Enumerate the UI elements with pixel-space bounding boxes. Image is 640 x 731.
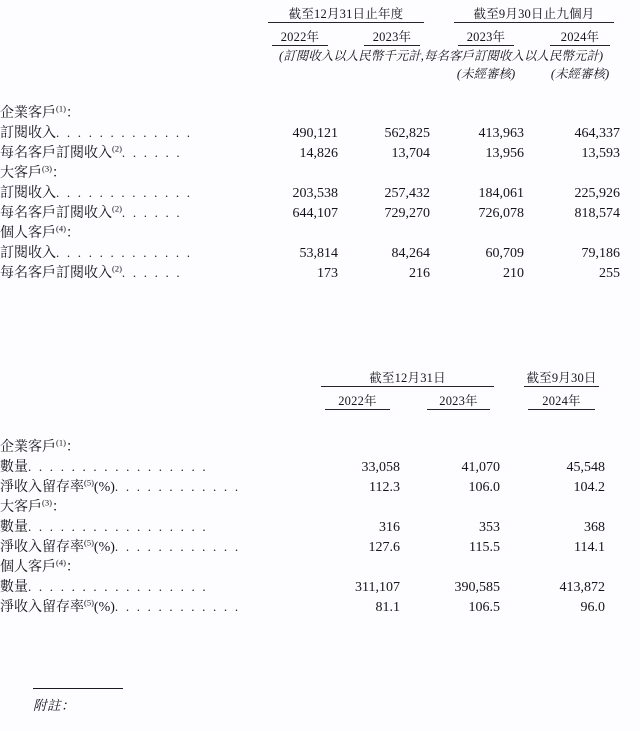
section-header-row-individual (0, 556, 640, 576)
cell-value: 726,078 (478, 206, 524, 221)
row-right-margin (605, 536, 640, 556)
dot-leader: . . . . . . . . . . . . (114, 539, 241, 554)
cell-value: 464,337 (574, 126, 621, 141)
section-title-enterprise (0, 82, 640, 122)
table-two-year-header-row (0, 391, 640, 409)
unit-note-right (620, 46, 640, 64)
year-header-2023-interim: 2023年 (466, 30, 506, 44)
row-label-net-revenue-retention (0, 596, 315, 616)
cell-value: 106.0 (468, 480, 501, 495)
revenue-metrics-table (0, 4, 640, 282)
header-gap (430, 4, 448, 22)
row-label-text: 每名客戶訂閱收入 (0, 146, 112, 161)
row-label-superscript: (2) (112, 263, 122, 274)
section-title-individual (0, 556, 640, 576)
table-row (0, 202, 640, 222)
year-header-2024: 2024年 (560, 30, 600, 44)
unaudited-blank-2 (354, 64, 430, 82)
table-row (0, 576, 640, 596)
year-row-label-cell (0, 391, 315, 409)
dot-leader: . . . . . . . . . . . . . . . . . (28, 459, 208, 474)
dot-leader: . . . . . . . . . . . . . . . . . (28, 519, 208, 534)
cell-value: 203,538 (292, 186, 338, 201)
year-gap-1 (338, 27, 354, 45)
row-right-margin (605, 456, 640, 476)
col-gap (338, 202, 354, 222)
dot-leader: . . . . . . . . . . . . . . . . . (28, 579, 208, 594)
table-two-group-header-row (0, 368, 640, 386)
cell-value: 13,704 (391, 146, 430, 161)
cell-value: 353 (479, 520, 501, 535)
unaudited-label-2023: (未經審核) (456, 67, 516, 81)
row-right-margin (605, 596, 640, 616)
cell-value: 33,058 (361, 460, 400, 475)
cell-value: 41,070 (461, 460, 501, 475)
dot-leader: . . . . . . . . . . . . . (56, 245, 193, 260)
cell-value: 53,814 (299, 246, 338, 261)
row-label-count (0, 456, 315, 476)
table-row (0, 142, 640, 162)
section-title-colon: ： (65, 106, 80, 121)
table-one-group-header-row (0, 4, 640, 22)
row-label-revenue-per-customer (0, 142, 262, 162)
cell-value: 316 (379, 520, 400, 535)
row-label-revenue-per-customer (0, 262, 262, 282)
table-row (0, 456, 640, 476)
row-right-margin (620, 262, 640, 282)
cell-value: 173 (317, 266, 338, 281)
unit-note-spacer (0, 46, 262, 64)
cell-value: 818,574 (574, 206, 621, 221)
table-row (0, 516, 640, 536)
empty-corner-cell (0, 4, 262, 22)
section-title-text: 企業客戶 (0, 440, 56, 455)
row-label-text: 每名客戶訂閱收入 (0, 206, 112, 221)
col-gap (338, 122, 354, 142)
section-header-row-key-accounts (0, 162, 640, 182)
cell-value: 216 (409, 266, 430, 281)
col-gap (500, 476, 518, 496)
col-gap (500, 576, 518, 596)
row-label-net-revenue-retention (0, 476, 315, 496)
row-label-text: 訂閱收入 (0, 246, 56, 261)
dot-leader: . . . . . . . . . . . . . (56, 125, 193, 140)
section-title-individual (0, 222, 640, 242)
table-one-unit-note-row (0, 46, 640, 64)
dot-leader: . . . . . . . . . . . . . (56, 185, 193, 200)
row-right-margin (605, 576, 640, 596)
row-label-revenue-per-customer (0, 202, 262, 222)
table-one-unaudited-row (0, 64, 640, 82)
row-label-text: 數量 (0, 460, 28, 475)
year-row-label-cell (0, 27, 262, 45)
row-label-superscript: (5) (84, 477, 94, 488)
row-label-superscript: (2) (112, 143, 122, 154)
section-title-key-accounts (0, 496, 640, 516)
col-gap (430, 142, 448, 162)
section-header-row-enterprise (0, 410, 640, 456)
table-row (0, 476, 640, 496)
cell-value: 106.5 (468, 600, 501, 615)
row-label-suffix: (%) (93, 600, 115, 615)
section-title-text: 企業客戶 (0, 106, 56, 121)
row-label-superscript: (2) (112, 203, 122, 214)
col-gap (430, 122, 448, 142)
cell-value: 729,270 (384, 206, 430, 221)
section-title-text: 大客戶 (0, 500, 42, 515)
cell-value: 79,186 (581, 246, 621, 261)
col-gap (430, 262, 448, 282)
section-title-superscript: (3) (42, 163, 52, 174)
row-label-net-revenue-retention (0, 536, 315, 556)
year-gap-3 (524, 27, 540, 45)
col-gap (524, 142, 540, 162)
cell-value: 127.6 (368, 540, 400, 555)
col-gap (400, 516, 417, 536)
row-right-margin (620, 182, 640, 202)
year-header-2023-annual: 2023年 (372, 30, 412, 44)
row-label-text: 數量 (0, 580, 28, 595)
col-gap (500, 536, 518, 556)
cell-value: 225,926 (574, 186, 621, 201)
col-gap (338, 142, 354, 162)
cell-value: 13,956 (485, 146, 524, 161)
section-title-superscript: (4) (56, 223, 66, 234)
cell-value: 84,264 (391, 246, 430, 261)
dot-leader: . . . . . . (121, 205, 182, 220)
section-title-colon: ： (65, 440, 80, 455)
col-gap (524, 122, 540, 142)
dot-leader: . . . . . . (121, 145, 182, 160)
cell-value: 255 (599, 266, 621, 281)
section-title-key-accounts (0, 162, 640, 182)
section-title-text: 個人客戶 (0, 560, 56, 575)
table-row (0, 242, 640, 262)
right-margin-cell (620, 4, 640, 22)
year-row-right-cell (620, 27, 640, 45)
cell-value: 413,963 (478, 126, 524, 141)
cell-value: 644,107 (292, 206, 338, 221)
unaudited-label-2024: (未經審核) (550, 67, 610, 81)
row-right-margin (620, 242, 640, 262)
dot-leader: . . . . . . . . . . . . (114, 479, 241, 494)
table-one-year-header-row (0, 27, 640, 45)
col-gap (524, 182, 540, 202)
section-title-superscript: (3) (42, 497, 52, 508)
row-right-margin (605, 476, 640, 496)
section-title-superscript: (1) (56, 103, 66, 114)
unaudited-blank-gap1 (338, 64, 354, 82)
row-label-text: 數量 (0, 520, 28, 535)
row-label-count (0, 576, 315, 596)
col-gap (524, 202, 540, 222)
table-row (0, 262, 640, 282)
section-title-enterprise (0, 410, 640, 456)
cell-value: 257,432 (384, 186, 430, 201)
cell-value: 115.5 (469, 540, 501, 555)
row-right-margin (620, 142, 640, 162)
empty-corner-cell (0, 368, 315, 386)
col-gap (430, 242, 448, 262)
year-header-2022: 2022年 (338, 394, 377, 408)
section-header-row-individual (0, 222, 640, 242)
year-gap-1 (400, 391, 417, 409)
year-gap-2 (430, 27, 448, 45)
row-right-margin (605, 516, 640, 536)
table-row (0, 182, 640, 202)
section-title-colon: ： (51, 500, 66, 515)
footnote-section (33, 688, 333, 714)
year-gap-2 (500, 391, 518, 409)
section-title-text: 大客戶 (0, 166, 42, 181)
year-header-2024: 2024年 (542, 394, 581, 408)
cell-value: 13,593 (581, 146, 621, 161)
year-row-right-cell (605, 391, 640, 409)
row-label-subscription-revenue (0, 242, 262, 262)
section-title-colon: ： (65, 560, 80, 575)
row-label-text: 每名客戶訂閱收入 (0, 266, 112, 281)
cell-value: 184,061 (478, 186, 524, 201)
row-label-text: 淨收入留存率 (0, 600, 84, 615)
group-header-nine-months: 截至9月30日止九個月 (473, 7, 595, 21)
cell-value: 60,709 (485, 246, 524, 261)
unaudited-blank-gap3 (524, 64, 540, 82)
col-gap (338, 262, 354, 282)
row-right-margin (620, 122, 640, 142)
row-label-suffix: (%) (93, 540, 115, 555)
customer-count-table (0, 368, 640, 616)
dot-leader: . . . . . . . . . . . . (114, 599, 241, 614)
col-gap (524, 242, 540, 262)
cell-value: 81.1 (375, 600, 400, 615)
table-row (0, 122, 640, 142)
row-label-subscription-revenue (0, 182, 262, 202)
header-gap (500, 368, 518, 386)
customer-count-table-container (0, 368, 640, 616)
table-row (0, 596, 640, 616)
cell-value: 45,548 (566, 460, 606, 475)
row-label-superscript: (5) (84, 537, 94, 548)
col-gap (500, 516, 518, 536)
col-gap (400, 476, 417, 496)
row-label-suffix: (%) (93, 480, 115, 495)
row-right-margin (620, 202, 640, 222)
cell-value: 14,826 (299, 146, 338, 161)
row-label-text: 訂閱收入 (0, 126, 56, 141)
col-gap (400, 576, 417, 596)
cell-value: 368 (584, 520, 606, 535)
right-margin-cell (605, 368, 640, 386)
cell-value: 562,825 (384, 126, 430, 141)
cell-value: 311,107 (355, 580, 400, 595)
row-label-text: 淨收入留存率 (0, 480, 84, 495)
section-header-row-key-accounts (0, 496, 640, 516)
section-title-superscript: (1) (56, 437, 66, 448)
unit-note-text: (訂閱收入以人民幣千元計,每名客戶訂閱收入以人民幣元計) (279, 49, 603, 63)
col-gap (500, 596, 518, 616)
unaudited-right (620, 64, 640, 82)
year-header-2023: 2023年 (439, 394, 478, 408)
group-header-annual: 截至12月31日止年度 (288, 7, 404, 21)
section-title-colon: ： (65, 226, 80, 241)
unaudited-blank-1 (262, 64, 338, 82)
col-gap (338, 242, 354, 262)
cell-value: 104.2 (573, 480, 606, 495)
cell-value: 96.0 (580, 600, 606, 615)
col-gap (500, 456, 518, 476)
col-gap (338, 182, 354, 202)
group-header-as-of-dec31: 截至12月31日 (369, 371, 446, 385)
section-header-row-enterprise (0, 82, 640, 122)
section-title-text: 個人客戶 (0, 226, 56, 241)
cell-value: 112.3 (369, 480, 400, 495)
year-header-2022: 2022年 (280, 30, 320, 44)
col-gap (524, 262, 540, 282)
cell-value: 114.1 (574, 540, 606, 555)
row-label-text: 訂閱收入 (0, 186, 56, 201)
unaudited-spacer (0, 64, 262, 82)
table-row (0, 536, 640, 556)
revenue-metrics-table-container (0, 4, 640, 282)
row-label-text: 淨收入留存率 (0, 540, 84, 555)
col-gap (430, 202, 448, 222)
col-gap (400, 596, 417, 616)
cell-value: 210 (503, 266, 524, 281)
cell-value: 490,121 (292, 126, 338, 141)
col-gap (400, 536, 417, 556)
cell-value: 413,872 (559, 580, 606, 595)
group-header-as-of-sep30: 截至9月30日 (526, 371, 597, 385)
col-gap (400, 456, 417, 476)
dot-leader: . . . . . . (121, 265, 182, 280)
footnote-label: 附註： (33, 698, 75, 714)
cell-value: 390,585 (454, 580, 501, 595)
col-gap (430, 182, 448, 202)
row-label-superscript: (5) (84, 597, 94, 608)
section-title-superscript: (4) (56, 557, 66, 568)
row-label-count (0, 516, 315, 536)
row-label-subscription-revenue (0, 122, 262, 142)
section-title-colon: ： (51, 166, 66, 181)
unaudited-blank-gap2 (430, 64, 448, 82)
